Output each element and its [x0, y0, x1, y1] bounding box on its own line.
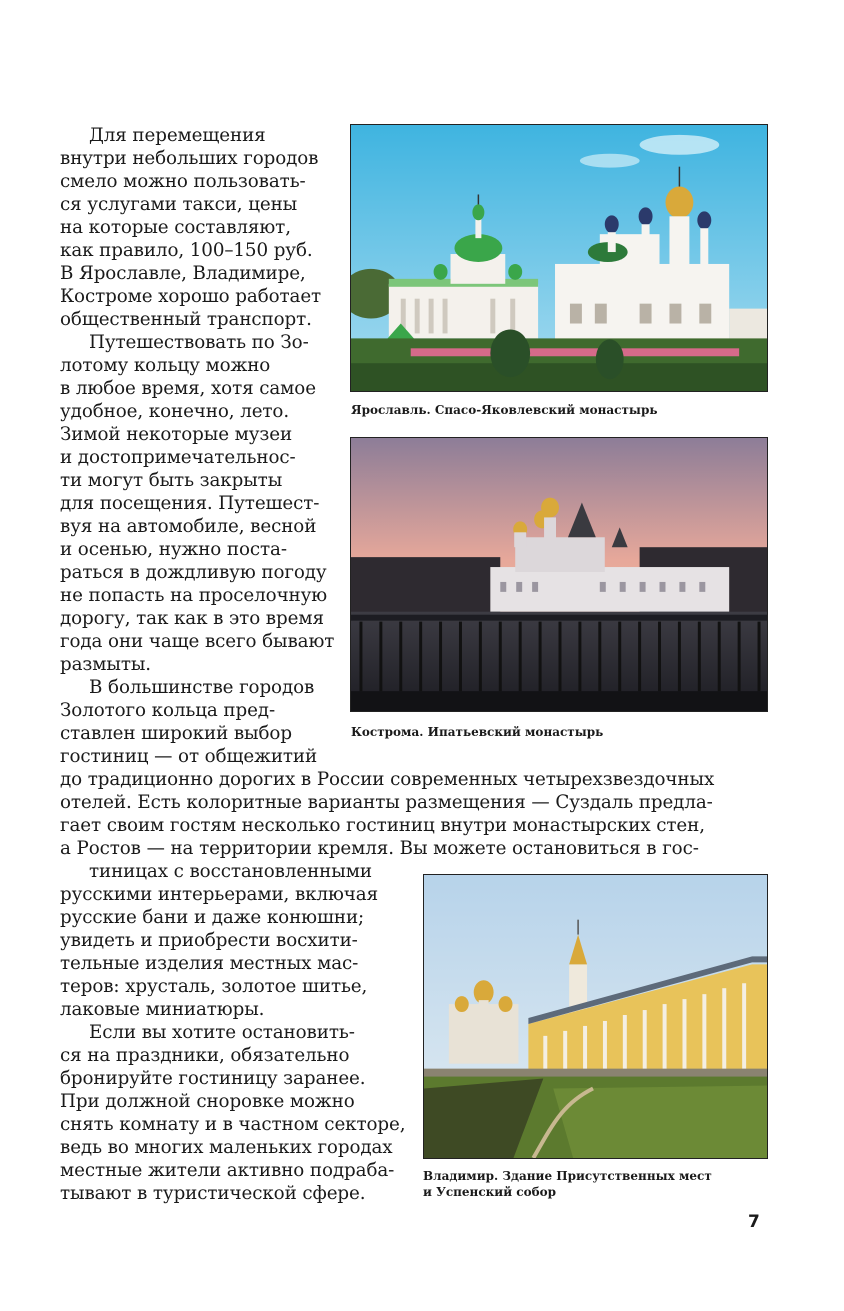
text-line: смело можно пользовать- — [60, 171, 306, 192]
text-line: местные жители активно подраба- — [60, 1160, 395, 1181]
text-line: русскими интерьерами, включая — [60, 884, 379, 905]
text-line: тывают в туристической сфере. — [60, 1183, 366, 1204]
text-line: бронируйте гостиницу заранее. — [60, 1068, 366, 1089]
text-line: раться в дождливую погоду — [60, 562, 327, 583]
text-line: гает своим гостям несколько гостиниц внутри монастырских стен, — [60, 815, 705, 836]
text-line: лотому кольцу можно — [60, 355, 271, 376]
kostroma-caption: Кострома. Ипатьевский монастырь — [351, 725, 604, 739]
text-line: Для перемещения — [89, 125, 266, 146]
vladimir-caption-line2: и Успенский собор — [423, 1185, 556, 1199]
text-line: для посещения. Путешест- — [60, 493, 320, 514]
text-line: года они чаще всего бывают — [60, 631, 335, 652]
text-line: удобное, конечно, лето. — [60, 401, 290, 422]
yaroslavl-caption: Ярославль. Спасо-Яковлевский монастырь — [351, 403, 658, 417]
text-line: Золотого кольца пред- — [60, 700, 276, 721]
kostroma-photo — [350, 437, 768, 712]
text-line: В большинстве городов — [89, 677, 315, 698]
text-line: В Ярославле, Владимире, — [60, 263, 306, 284]
text-line: не попасть на проселочную — [60, 585, 328, 606]
text-line: и достопримечательнос- — [60, 447, 296, 468]
text-line: и осенью, нужно поста- — [60, 539, 287, 560]
text-line: ведь во многих маленьких городах — [60, 1137, 393, 1158]
text-line: ся на праздники, обязательно — [60, 1045, 350, 1066]
text-line: как правило, 100–150 руб. — [60, 240, 313, 261]
page-number: 7 — [748, 1212, 760, 1232]
text-line: теров: хрусталь, золотое шитье, — [60, 976, 368, 997]
text-line: Зимой некоторые музеи — [60, 424, 293, 445]
text-line: тиницах с восстановленными — [89, 861, 372, 882]
text-line: ставлен широкий выбор — [60, 723, 292, 744]
text-line: в любое время, хотя самое — [60, 378, 316, 399]
text-line: снять комнату и в частном секторе, — [60, 1114, 406, 1135]
text-line: тельные изделия местных мас- — [60, 953, 359, 974]
text-line: на которые составляют, — [60, 217, 291, 238]
text-line: отелей. Есть колоритные варианты размещения — Суздаль предла- — [60, 792, 713, 813]
text-line: ти могут быть закрыты — [60, 470, 283, 491]
text-line: а Ростов — на территории кремля. Вы можете остановиться в гос- — [60, 838, 699, 859]
text-line: Путешествовать по Зо- — [89, 332, 309, 353]
text-line: Костроме хорошо работает — [60, 286, 322, 307]
text-line: лаковые миниатюры. — [60, 999, 265, 1020]
text-line: увидеть и приобрести восхити- — [60, 930, 358, 951]
text-line: дорогу, так как в это время — [60, 608, 324, 629]
text-line: до традиционно дорогих в России современных четырехзвездочных — [60, 769, 715, 790]
vladimir-caption-line1: Владимир. Здание Присутственных мест — [423, 1169, 712, 1183]
text-line: вуя на автомобиле, весной — [60, 516, 317, 537]
text-line: общественный транспорт. — [60, 309, 312, 330]
text-line: внутри небольших городов — [60, 148, 319, 169]
text-line: При должной сноровке можно — [60, 1091, 355, 1112]
text-line: Если вы хотите остановить- — [89, 1022, 355, 1043]
text-line: гостиниц — от общежитий — [60, 746, 318, 767]
text-line: ся услугами такси, цены — [60, 194, 298, 215]
vladimir-photo — [423, 874, 768, 1159]
text-line: русские бани и даже конюшни; — [60, 907, 365, 928]
yaroslavl-photo — [350, 124, 768, 392]
text-line: размыты. — [60, 654, 152, 675]
